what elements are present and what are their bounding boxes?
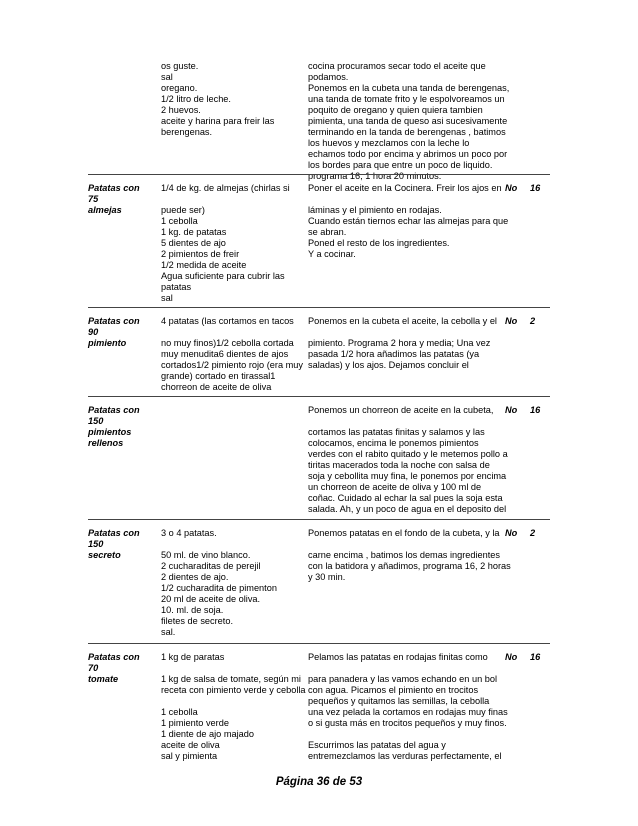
preparation-line: verdes con el rabito quitado y le metemos pollo a bbox=[308, 449, 508, 459]
preparation-line: con la batidora y añadimos, programa 16, 2 horas bbox=[308, 561, 511, 571]
ingredient-line: 1/2 cucharadita de pimenton bbox=[161, 583, 277, 593]
ingredient-line: 2 pimientos de freir bbox=[161, 249, 240, 259]
preparation-line: coñac. Cuidado al echar la sal pues la soja esta bbox=[308, 493, 503, 503]
row-divider bbox=[88, 396, 550, 397]
preparation-line: Escurrimos las patatas del agua y bbox=[308, 740, 446, 750]
recipe-title: Patatas con bbox=[88, 405, 140, 415]
ingredient-line: 1/2 medida de aceite bbox=[161, 260, 247, 270]
ingredient-line: aceite y harina para freir las bbox=[161, 116, 275, 126]
flag-value: No bbox=[505, 652, 518, 662]
ingredient-line: 2 dientes de ajo. bbox=[161, 572, 229, 582]
ingredient-line: sal y pimienta bbox=[161, 751, 218, 761]
ingredient-line: 1 cebolla bbox=[161, 216, 198, 226]
preparation-line: carne encima , batimos los demas ingredientes bbox=[308, 550, 501, 560]
flag-value: No bbox=[505, 316, 518, 326]
ingredient-line: 1 kg de paratas bbox=[161, 652, 225, 662]
preparation-line: colocamos, encima le ponemos pimientos bbox=[308, 438, 479, 448]
recipe-title: 90 bbox=[88, 327, 99, 337]
preparation-line: poquito de oregano y quien quiera tambien bbox=[308, 105, 483, 115]
recipe-title: 70 bbox=[88, 663, 99, 673]
preparation-line: láminas y el pimiento en rodajas. bbox=[308, 205, 442, 215]
recipe-title: almejas bbox=[88, 205, 122, 215]
ingredient-line: cortados1/2 pimiento rojo (era muy bbox=[161, 360, 303, 370]
ingredient-line: os guste. bbox=[161, 61, 199, 71]
ingredient-line: 2 cucharaditas de perejil bbox=[161, 561, 261, 571]
ingredient-line: puede ser) bbox=[161, 205, 205, 215]
ingredient-line: patatas bbox=[161, 282, 192, 292]
preparation-line: podamos. bbox=[308, 72, 349, 82]
ingredient-line: berengenas. bbox=[161, 127, 213, 137]
page-footer: Página 36 de 53 bbox=[275, 776, 363, 788]
preparation-line: terminando en la tanda de berengenas , batimos bbox=[308, 127, 506, 137]
ingredient-line: aceite de oliva bbox=[161, 740, 220, 750]
preparation-line: pimienta, una tanda de queso asi sucesivamente bbox=[308, 116, 508, 126]
recipe-title: secreto bbox=[88, 550, 121, 560]
preparation-line: o si gusta más en trocitos pequeños y muy finos. bbox=[308, 718, 507, 728]
preparation-line: echamos todo por encima y abrimos un poco por bbox=[308, 149, 508, 159]
preparation-line: entremezclamos las verduras perfectamente, el bbox=[308, 751, 502, 761]
ingredient-line: receta con pimiento verde y cebolla bbox=[161, 685, 306, 695]
preparation-line: una tanda de tomate frito y le espolvoreamos un bbox=[308, 94, 505, 104]
flag-value: No bbox=[505, 405, 518, 415]
preparation-line: Poned el resto de los ingredientes. bbox=[308, 238, 450, 248]
preparation-line: los bordes para que entre un poco de liquido. bbox=[308, 160, 493, 170]
row-divider bbox=[88, 174, 550, 175]
preparation-line: pimiento. Programa 2 hora y media; Una vez bbox=[308, 338, 491, 348]
preparation-line: cocina procuramos secar todo el aceite que bbox=[308, 61, 486, 71]
preparation-line: Poner el aceite en la Cocinera. Freir los ajos en bbox=[308, 183, 502, 193]
recipe-title: Patatas con bbox=[88, 183, 140, 193]
program-number: 2 bbox=[530, 316, 536, 326]
ingredient-line: 2 huevos. bbox=[161, 105, 201, 115]
recipe-title: 150 bbox=[88, 539, 104, 549]
preparation-line: Ponemos en la cubeta el aceite, la cebolla y el bbox=[308, 316, 497, 326]
recipe-title: 75 bbox=[88, 194, 99, 204]
preparation-line: soja y cebollita muy fina, le ponemos por encima bbox=[308, 471, 507, 481]
preparation-line: pasada 1/2 hora añadimos las patatas (ya bbox=[308, 349, 480, 359]
ingredient-line: oregano. bbox=[161, 83, 198, 93]
preparation-line: una vez pelada la cortamos en rodajas muy finas bbox=[308, 707, 508, 717]
preparation-line: Cuando están tiernos echar las almejas para que bbox=[308, 216, 509, 226]
preparation-line: cortamos las patatas finitas y salamos y las bbox=[308, 427, 485, 437]
preparation-line: programa 16, 1 hora 20 minutos. bbox=[308, 171, 442, 181]
preparation-line: Ponemos en la cubeta una tanda de berengenas, bbox=[308, 83, 510, 93]
ingredient-line: filetes de secreto. bbox=[161, 616, 234, 626]
preparation-line: con agua. Picamos el pimiento en trocitos bbox=[308, 685, 479, 695]
ingredient-line: 4 patatas (las cortamos en tacos bbox=[161, 316, 294, 326]
ingredient-line: 3 o 4 patatas. bbox=[161, 528, 217, 538]
ingredient-line: sal bbox=[161, 72, 173, 82]
ingredient-line: 1 kg. de patatas bbox=[161, 227, 227, 237]
recipe-title: Patatas con bbox=[88, 528, 140, 538]
program-number: 16 bbox=[530, 652, 541, 662]
recipe-title: rellenos bbox=[88, 438, 124, 448]
ingredient-line: 5 dientes de ajo bbox=[161, 238, 226, 248]
preparation-line: saladas) y los ajos. Dejamos concluir el bbox=[308, 360, 469, 370]
flag-value: No bbox=[505, 528, 518, 538]
row-divider bbox=[88, 307, 550, 308]
ingredient-line: no muy finos)1/2 cebolla cortada bbox=[161, 338, 294, 348]
ingredient-line: 1 diente de ajo majado bbox=[161, 729, 254, 739]
program-number: 16 bbox=[530, 405, 541, 415]
row-divider bbox=[88, 519, 550, 520]
ingredient-line: 1/4 de kg. de almejas (chirlas si bbox=[161, 183, 290, 193]
ingredient-line: 1 pimiento verde bbox=[161, 718, 229, 728]
ingredient-line: 10. ml. de soja. bbox=[161, 605, 224, 615]
ingredient-line: grande) cortado en tirassal1 bbox=[161, 371, 276, 381]
preparation-line: Pelamos las patatas en rodajas finitas como bbox=[308, 652, 488, 662]
preparation-line: salada. Ah, y un poco de agua en el deposito del bbox=[308, 504, 507, 514]
preparation-line: y 30 min. bbox=[308, 572, 346, 582]
preparation-line: Y a cocinar. bbox=[308, 249, 356, 259]
recipe-title: 150 bbox=[88, 416, 104, 426]
recipe-title: Patatas con bbox=[88, 316, 140, 326]
row-divider bbox=[88, 643, 550, 644]
preparation-line: Ponemos patatas en el fondo de la cubeta, y la bbox=[308, 528, 500, 538]
recipe-title: pimientos bbox=[88, 427, 132, 437]
ingredient-line: chorreon de aceite de oliva bbox=[161, 382, 272, 392]
ingredient-line: sal bbox=[161, 293, 173, 303]
preparation-line: los huevos y mezclamos con la leche lo bbox=[308, 138, 470, 148]
program-number: 2 bbox=[530, 528, 536, 538]
flag-value: No bbox=[505, 183, 518, 193]
ingredient-line: sal. bbox=[161, 627, 176, 637]
ingredient-line: 50 ml. de vino blanco. bbox=[161, 550, 251, 560]
ingredient-line: muy menudita6 dientes de ajos bbox=[161, 349, 289, 359]
preparation-line: Ponemos un chorreon de aceite en la cubeta, bbox=[308, 405, 494, 415]
ingredient-line: Agua suficiente para cubrir las bbox=[161, 271, 285, 281]
program-number: 16 bbox=[530, 183, 541, 193]
preparation-line: se abran. bbox=[308, 227, 347, 237]
preparation-line: tiritas macerados toda la noche con salsa de bbox=[308, 460, 490, 470]
ingredient-line: 1 kg de salsa de tomate, según mi bbox=[161, 674, 301, 684]
ingredient-line: 1 cebolla bbox=[161, 707, 198, 717]
preparation-line: un chorreon de aceite de oliva y 100 ml de bbox=[308, 482, 482, 492]
preparation-line: para panadera y las vamos echando en un bol bbox=[308, 674, 497, 684]
ingredient-line: 20 ml de aceite de oliva. bbox=[161, 594, 261, 604]
preparation-line: pequeños y quitamos las semillas, la cebolla bbox=[308, 696, 490, 706]
recipe-title: Patatas con bbox=[88, 652, 140, 662]
recipe-title: tomate bbox=[88, 674, 119, 684]
ingredient-line: 1/2 litro de leche. bbox=[161, 94, 231, 104]
recipe-title: pimiento bbox=[88, 338, 127, 348]
